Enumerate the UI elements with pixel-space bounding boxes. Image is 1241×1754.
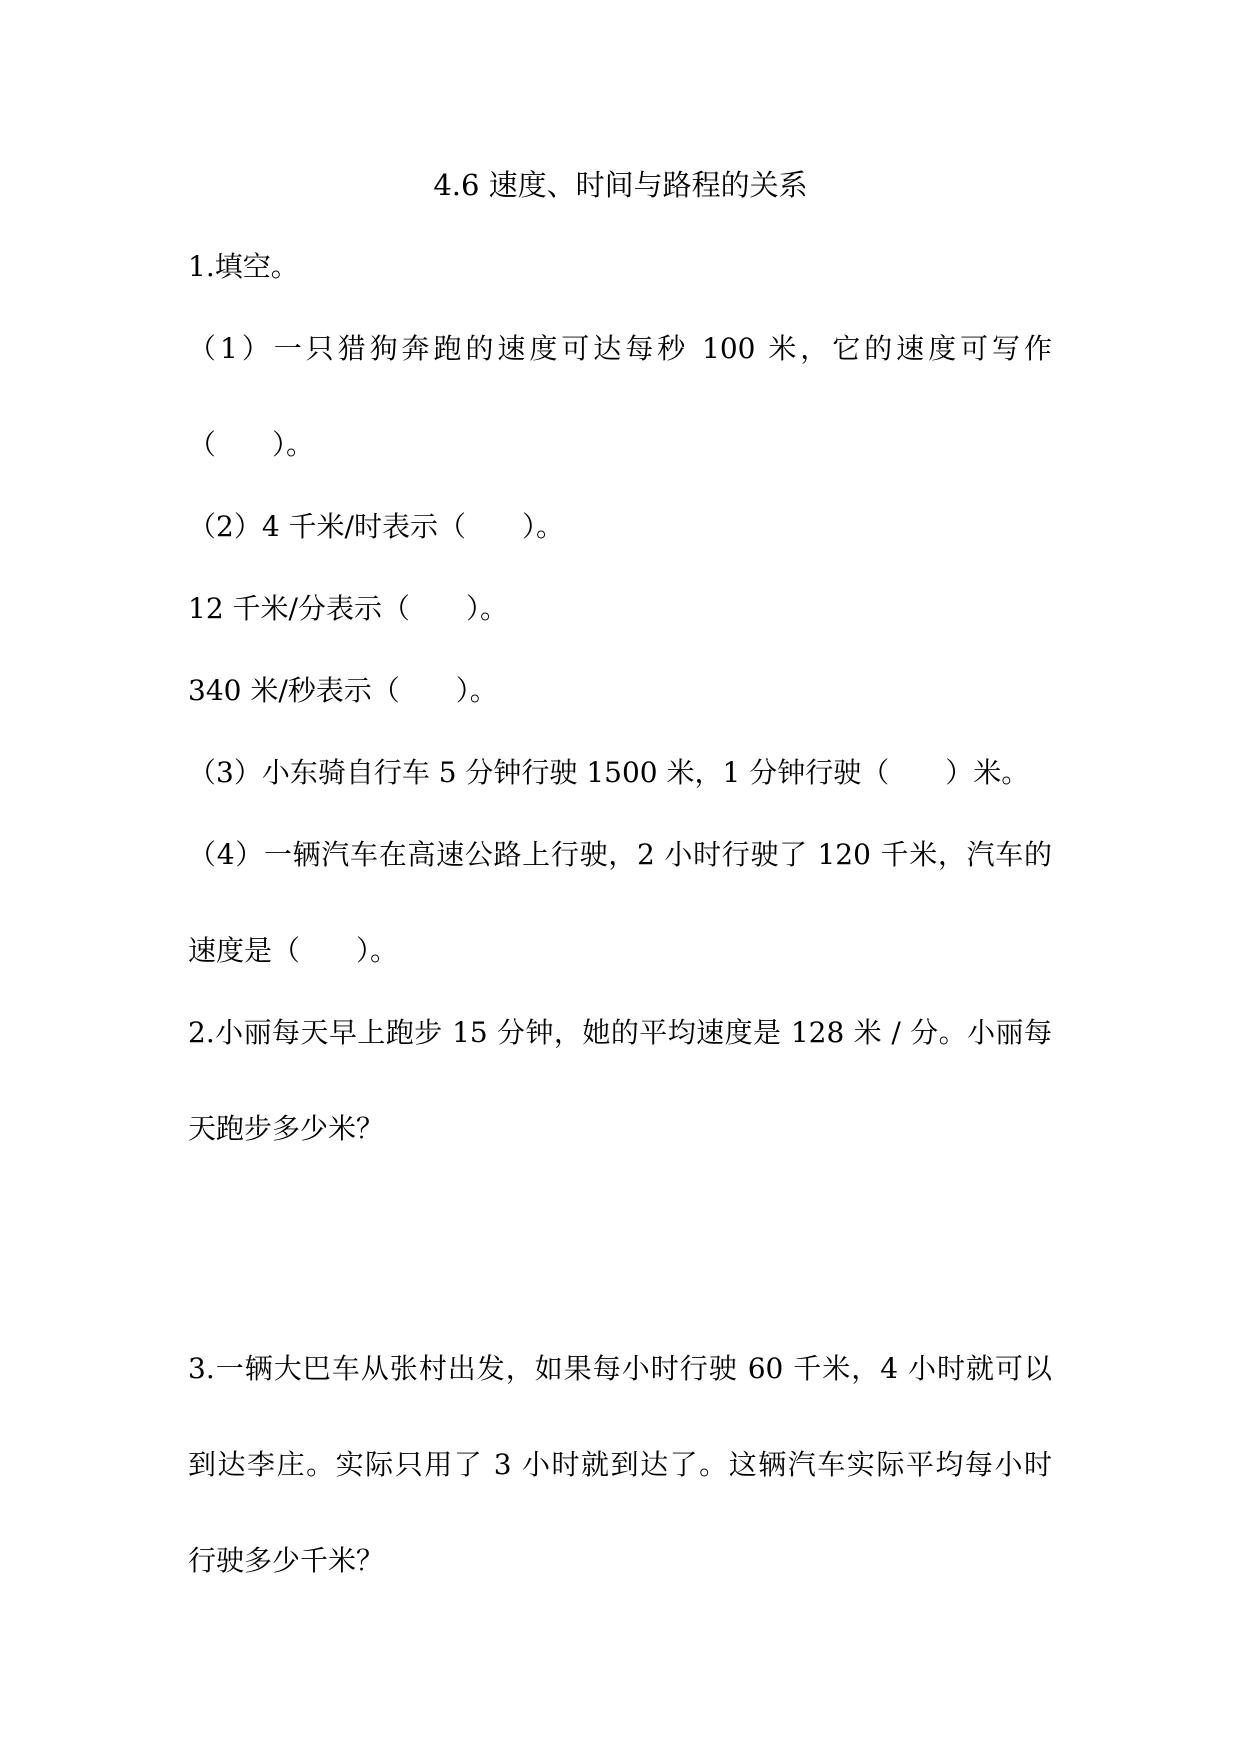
q1-part4-line2: 速度是（ ）。: [188, 934, 399, 967]
q1-part2-line3: 340 米/秒表示（ ）。: [188, 674, 498, 707]
q1-heading: 1.填空。: [188, 250, 299, 283]
q3-line3: 行驶多少千米？: [188, 1544, 385, 1577]
q1-part2-line1: （2）4 千米/时表示（ ）。: [188, 510, 564, 543]
page-title: 4.6 速度、时间与路程的关系: [433, 168, 808, 202]
q1-part4-line1: （4）一辆汽车在高速公路上行驶，2 小时行驶了 120 千米，汽车的: [188, 838, 1052, 871]
q3-line2: 到达李庄。实际只用了 3 小时就到达了。这辆汽车实际平均每小时: [188, 1448, 1052, 1481]
q2-line2: 天跑步多少米？: [188, 1112, 385, 1145]
q1-part1-line2: （ ）。: [188, 428, 315, 461]
q2-line1: 2.小丽每天早上跑步 15 分钟，她的平均速度是 128 米 / 分。小丽每: [188, 1016, 1052, 1049]
q3-line1: 3.一辆大巴车从张村出发，如果每小时行驶 60 千米，4 小时就可以: [188, 1352, 1052, 1385]
q1-part2-line2: 12 千米/分表示（ ）。: [188, 592, 508, 625]
q1-part1-line1: （1）一只猎狗奔跑的速度可达每秒 100 米，它的速度可写作: [188, 332, 1052, 365]
q1-part3: （3）小东骑自行车 5 分钟行驶 1500 米，1 分钟行驶（ ）米。: [188, 756, 1030, 789]
